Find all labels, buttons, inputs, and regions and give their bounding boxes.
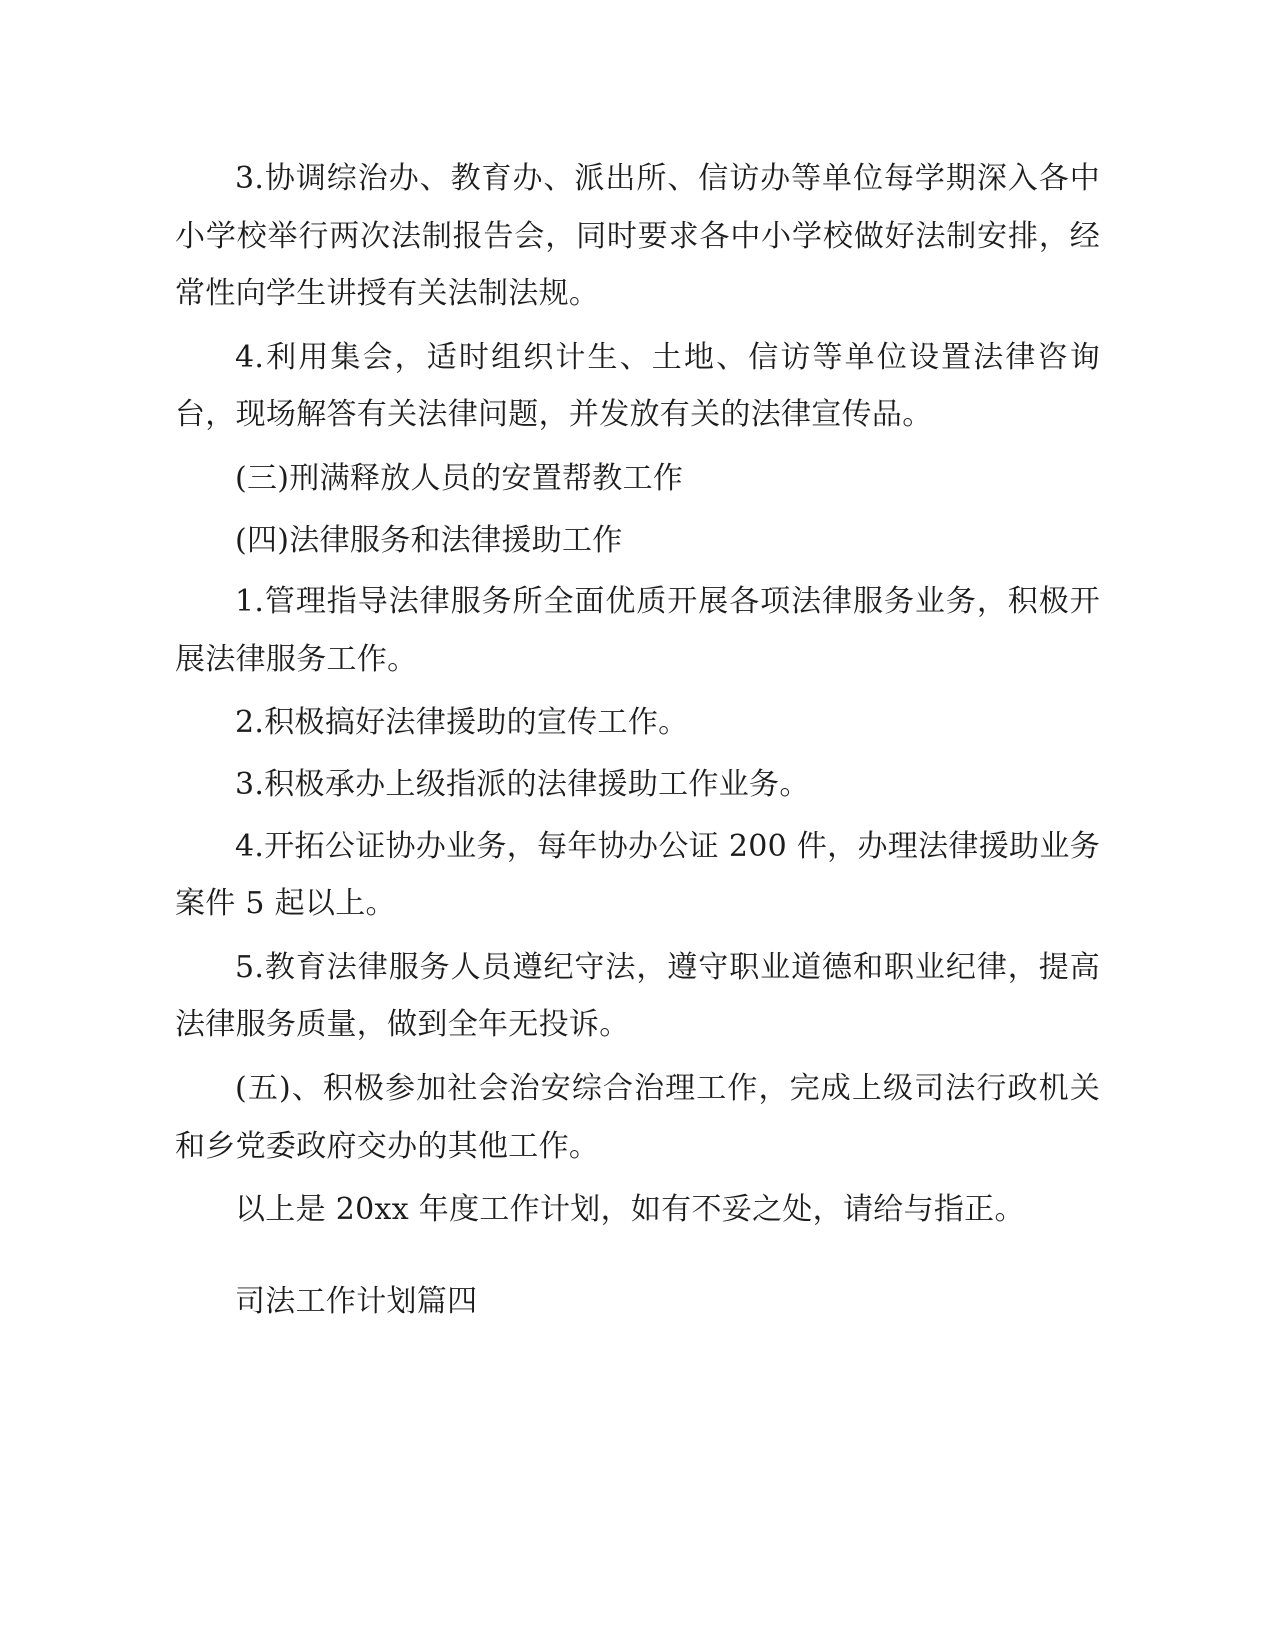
paragraph-4: (四)法律服务和法律援助工作: [235, 522, 623, 558]
paragraph-9: 5.教育法律服务人员遵纪守法，遵守职业道德和职业纪律，提高法律服务质量，做到全年无投诉。: [175, 949, 1100, 1043]
paragraph-7: 3.积极承办上级指派的法律援助工作业务。: [235, 766, 810, 802]
paragraph-10: (五)、积极参加社会治安综合治理工作，完成上级司法行政机关和乡党委政府交办的其他工作。: [175, 1070, 1100, 1164]
paragraph-8: 4.开拓公证协办业务，每年协办公证 200 件，办理法律援助业务案件 5 起以上。: [175, 828, 1100, 922]
paragraph-closing: 以上是 20xx 年度工作计划，如有不妥之处，请给与指正。: [235, 1192, 1025, 1228]
paragraph-5: 1.管理指导法律服务所全面优质开展各项法律服务业务，积极开展法律服务工作。: [175, 584, 1100, 677]
paragraph-3: (三)刑满释放人员的安置帮教工作: [235, 460, 684, 496]
paragraph-2: 4.利用集会，适时组织计生、土地、信访等单位设置法律咨询台，现场解答有关法律问题，并发放有关的法律宣传品。: [175, 339, 1100, 433]
paragraph-1: 3.协调综治办、教育办、派出所、信访办等单位每学期深入各中小学校举行两次法制报告会，同时要求各中小学校做好法制安排，经常性向学生讲授有关法制法规。: [175, 161, 1100, 312]
document-body: [175, 150, 1100, 1330]
section-heading: 司法工作计划篇四: [235, 1283, 478, 1319]
paragraph-6: 2.积极搞好法律援助的宣传工作。: [235, 705, 689, 741]
